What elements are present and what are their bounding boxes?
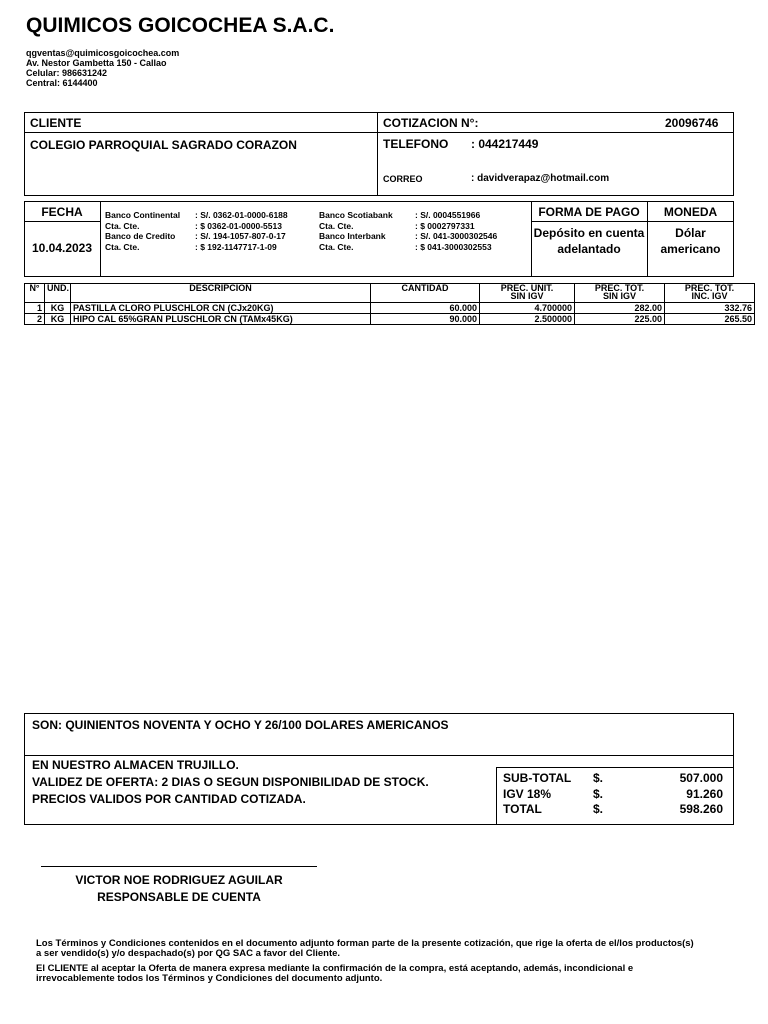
note-line: EN NUESTRO ALMACEN TRUJILLO.	[32, 758, 239, 772]
quote-number: 20096746	[665, 116, 719, 130]
note-line: VALIDEZ DE OFERTA: 2 DIAS O SEGUN DISPONIBILIDAD DE STOCK.	[32, 775, 429, 789]
son-amount-text: SON: QUINIENTOS NOVENTA Y OCHO Y 26/100 DOLARES AMERICANOS	[32, 718, 449, 732]
notes	[32, 757, 429, 808]
bank-account: : $ 0362-01-0000-5513	[195, 220, 282, 231]
igv-currency: $.	[593, 786, 604, 801]
igv-label: IGV 18%	[503, 786, 552, 801]
bank-label: Cta. Cte.	[105, 241, 140, 252]
subtotal-currency: $.	[593, 771, 604, 785]
forma-pago-value: Depósito en cuenta adelantado	[533, 226, 645, 256]
table-row: 1 KG PASTILLA CLORO PLUSCHLOR CN (CJx20KG) 60.000 4.700000 282.00 332.76	[25, 303, 755, 314]
client-name: COLEGIO PARROQUIAL SAGRADO CORAZON	[30, 138, 297, 152]
signature-line	[41, 866, 317, 867]
subtotal-label: SUB-TOTAL	[503, 771, 572, 785]
bank-account: : S/. 0004551966	[415, 210, 481, 220]
col-descripcion: DESCRIPCION	[71, 284, 371, 303]
col-cantidad: CANTIDAD	[371, 284, 480, 303]
fecha-value: 10.04.2023	[31, 241, 93, 255]
bank-label: Banco Scotiabank	[319, 210, 393, 220]
company-central: Central: 6144400	[26, 78, 98, 88]
col-und: UND.	[45, 284, 71, 303]
bank-label: Cta. Cte.	[319, 220, 354, 231]
email-value: : davidverapaz@hotmail.com	[471, 173, 610, 184]
company-address: Av. Nestor Gambetta 150 - Callao	[26, 58, 167, 68]
igv-value: 91.260	[686, 786, 723, 801]
terms-paragraph: Los Términos y Condiciones contenidos en el documento adjunto forman parte de la presente cotización, que rige la oferta de el/los productos(s) a ser vendido(s) y/o despachado(s) por QG SAC a favor del Cliente.	[36, 938, 694, 959]
moneda-label: MONEDA	[663, 205, 718, 219]
client-label: CLIENTE	[30, 116, 82, 130]
bank-label: Banco Interbank	[319, 231, 386, 241]
bank-label: Cta. Cte.	[319, 241, 354, 252]
moneda-value: Dólar americano	[660, 226, 721, 256]
signature-role: RESPONSABLE DE CUENTA	[97, 890, 261, 904]
col-prec-unit: PREC. UNIT. SIN IGV	[480, 284, 575, 303]
email-label: CORREO	[383, 174, 423, 184]
items-header-row	[25, 284, 755, 303]
bank-account: : $ 192-1147717-1-09	[195, 241, 277, 252]
terms-paragraph: El CLIENTE al aceptar la Oferta de manera expresa mediante la confirmación de la compra, está aceptando, además, incondicional e irrevocablemente todos los Términos y Condiciones del documento adjunto.	[36, 963, 634, 984]
bank-label: Banco de Credito	[105, 231, 176, 241]
bank-label: Banco Continental	[105, 210, 181, 220]
company-email: qgventas@quimicosgoicochea.com	[26, 48, 180, 58]
company-contact	[26, 48, 179, 88]
bank-account: : S/. 194-1057-807-0-17	[195, 231, 286, 241]
table-row: 2 KG HIPO CAL 65%GRAN PLUSCHLOR CN (TAMx45KG) 90.000 2.500000 225.00 265.50	[25, 314, 755, 325]
client-box	[24, 112, 734, 196]
bank-account: : S/. 0362-01-0000-6188	[195, 210, 288, 220]
col-n: N°	[25, 284, 45, 303]
quote-label: COTIZACION N°:	[383, 116, 479, 130]
total-currency: $.	[593, 802, 604, 816]
signature-name: VICTOR NOE RODRIGUEZ AGUILAR	[75, 873, 283, 887]
items-table	[24, 283, 755, 325]
company-celular: Celular: 986631242	[26, 68, 108, 78]
bank-account: : $ 041-3000302553	[415, 241, 492, 252]
fecha-label: FECHA	[41, 205, 83, 219]
bank-account: : $ 0002797331	[415, 220, 475, 231]
total-value: 598.260	[679, 802, 723, 816]
subtotal-value: 507.000	[679, 771, 723, 785]
company-name: QUIMICOS GOICOCHEA S.A.C.	[26, 14, 335, 37]
phone-label: TELEFONO	[383, 137, 449, 151]
forma-pago-label: FORMA DE PAGO	[538, 205, 640, 219]
col-prec-tot-inc: PREC. TOT. INC. IGV	[665, 284, 755, 303]
totals	[503, 771, 723, 818]
bank-label: Cta. Cte.	[105, 220, 140, 231]
phone-value: : 044217449	[471, 137, 539, 151]
total-label: TOTAL	[503, 802, 542, 816]
terms-text	[36, 939, 696, 983]
note-line: PRECIOS VALIDOS POR CANTIDAD COTIZADA.	[32, 792, 306, 806]
col-prec-tot: PREC. TOT. SIN IGV	[575, 284, 665, 303]
bank-account: : S/. 041-3000302546	[415, 231, 498, 241]
